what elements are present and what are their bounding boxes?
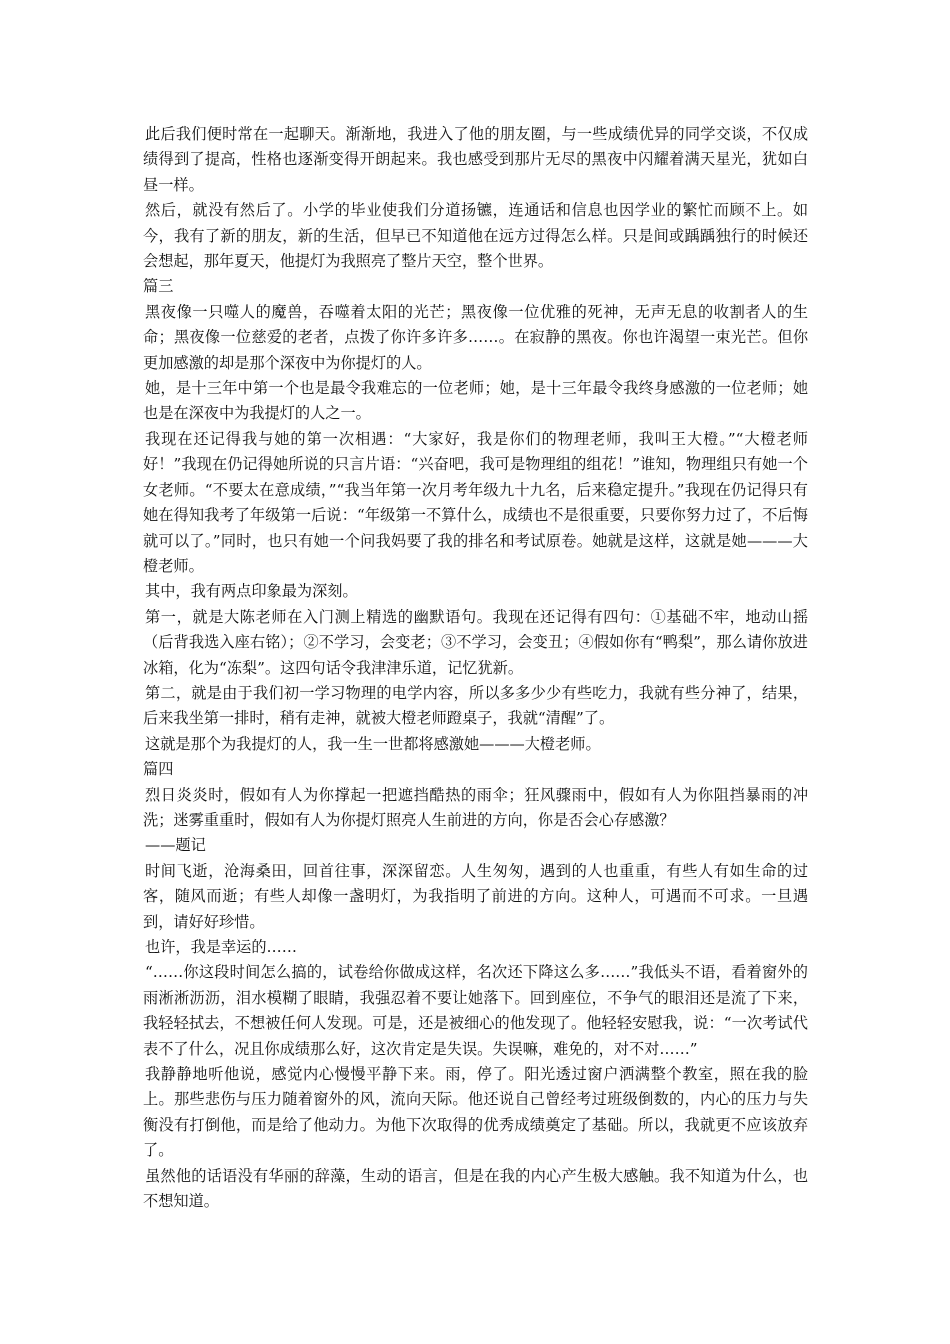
- epigraph-attribution: ——题记: [145, 836, 206, 855]
- paragraph: 其中，我有两点印象最为深刻。: [145, 582, 358, 601]
- paragraph: 这就是那个为我提灯的人，我一生一世都将感激她———大橙老师。: [145, 734, 601, 753]
- paragraph: “……你这段时间怎么搞的，试卷给你做成这样，名次还下降这么多……”我低头不语，看着窗外的雨淅淅沥沥，泪水模糊了眼睛，我强忍着不要让她落下。回到座位，不争气的眼泪还是流了下来，我轻轻拭去，不想被任何人发现。可是，还是被细心的他发现了。他轻轻安慰我，说：“一次考试代表不了什么，况且你成绩那么好，这次肯定是失误。失误嘛，难免的，对不对……”: [143, 963, 808, 1058]
- paragraph: 虽然他的话语没有华丽的辞藻，生动的语言，但是在我的内心产生极大感触。我不知道为什么，也不想知道。: [143, 1166, 808, 1211]
- paragraph: 黑夜像一只噬人的魔兽，吞噬着太阳的光芒；黑夜像一位优雅的死神，无声无息的收割者人的生命；黑夜像一位慈爱的老者，点拨了你许多许多……。在寂静的黑夜。你也许渴望一束光芒。但你更加感激的却是那个深夜中为你提灯的人。: [143, 302, 808, 372]
- section-heading: 篇三: [143, 277, 174, 296]
- paragraph: 她，是十三年中第一个也是最令我难忘的一位老师；她，是十三年最令我终身感激的一位老师；她也是在深夜中为我提灯的人之一。: [143, 379, 808, 423]
- paragraph: 我静静地听他说，感觉内心慢慢平静下来。雨，停了。阳光透过窗户洒满整个教室，照在我的脸上。那些悲伤与压力随着窗外的风，流向天际。他还说自己曾经考过班级倒数的，内心的压力与失衡没有打倒他，而是给了他动力。为他下次取得的优秀成绩奠定了基础。所以，我就更不应该放弃了。: [143, 1065, 808, 1160]
- paragraph: 时间飞逝，沧海桑田，回首往事，深深留恋。人生匆匆，遇到的人也重重，有些人有如生命的过客，随风而逝；有些人却像一盏明灯，为我指明了前进的方向。这种人，可遇而不可求。一旦遇到，请好好珍惜。: [143, 861, 808, 931]
- document-page: [143, 122, 808, 1214]
- paragraph: 然后，就没有然后了。小学的毕业使我们分道扬镳，连通话和信息也因学业的繁忙而顾不上。如今，我有了新的朋友，新的生活，但早已不知道他在远方过得怎么样。只是间或踽踽独行的时候还会想起，那年夏天，他提灯为我照亮了整片天空，整个世界。: [143, 201, 808, 271]
- paragraph: 第二，就是由于我们初一学习物理的电学内容，所以多多少少有些吃力，我就有些分神了，结果，后来我坐第一排时，稍有走神，就被大橙老师蹬桌子，我就“清醒”了。: [143, 683, 808, 728]
- paragraph: 我现在还记得我与她的第一次相遇：“大家好，我是你们的物理老师，我叫王大橙。”“大橙老师好！”我现在仍记得她所说的只言片语：“兴奋吧，我可是物理组的组花！”谁知，物理组只有她一个女老师。“不要太在意成绩，”“我当年第一次月考年级九十九名，后来稳定提升。”我现在仍记得只有她在得知我考了年级第一后说：“年级第一不算什么，成绩也不是很重要，只要你努力过了，不后悔就可以了。”同时，也只有她一个问我妈要了我的排名和考试原卷。她就是这样，这就是她———大橙老师。: [143, 429, 808, 575]
- paragraph: 此后我们便时常在一起聊天。渐渐地，我进入了他的朋友圈，与一些成绩优异的同学交谈，不仅成绩得到了提高，性格也逐渐变得开朗起来。我也感受到那片无尽的黑夜中闪耀着满天星光，犹如白昼一样。: [143, 125, 808, 194]
- paragraph: 烈日炎炎时，假如有人为你撑起一把遮挡酷热的雨伞；狂风骤雨中，假如有人为你阻挡暴雨的冲洗；迷雾重重时，假如有人为你提灯照亮人生前进的方向，你是否会心存感激？: [143, 785, 808, 829]
- paragraph: 也许，我是幸运的……: [145, 938, 297, 956]
- paragraph: 第一，就是大陈老师在入门测上精选的幽默语句。我现在还记得有四句：①基础不牢，地动山摇（后背我选入座右铭）；②不学习，会变老；③不学习，会变丑；④假如你有“鸭梨”，那么请你放进冰箱，化为“冻梨”。这四句话令我津津乐道，记忆犹新。: [143, 607, 808, 677]
- section-heading: 篇四: [143, 760, 174, 779]
